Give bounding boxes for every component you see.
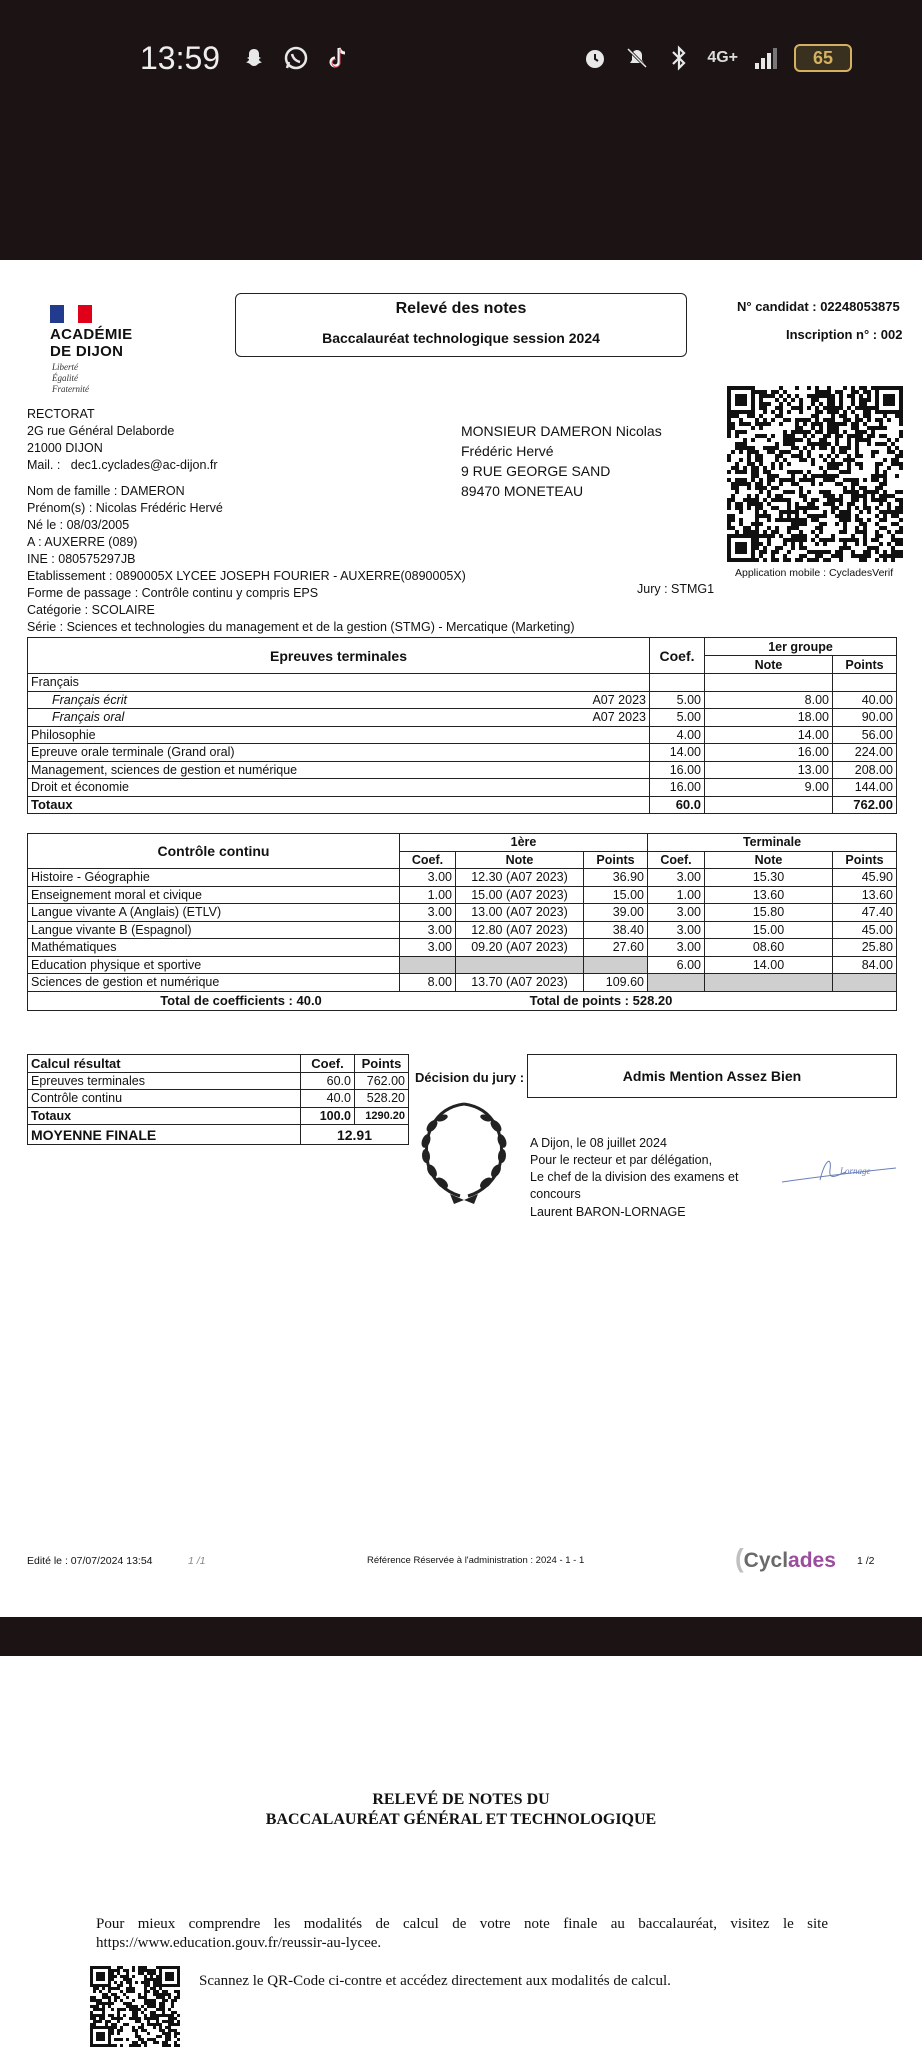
terminal-note-cell: 18.00 bbox=[705, 709, 833, 727]
recipient-city: 89470 MONETEAU bbox=[461, 483, 584, 499]
terminal-note-cell: 13.00 bbox=[705, 761, 833, 779]
cc-points2-header: Points bbox=[833, 851, 897, 869]
jury-decision-box bbox=[527, 1054, 897, 1098]
network-label: 4G+ bbox=[707, 49, 738, 66]
result-points-header: Points bbox=[355, 1055, 409, 1073]
republic-flag-icon bbox=[50, 305, 92, 323]
qr-code-icon bbox=[727, 386, 903, 562]
handwritten-signature bbox=[780, 1150, 900, 1190]
cc-row bbox=[28, 956, 897, 974]
cc-coef2-header: Coef. bbox=[648, 851, 705, 869]
terminal-coef-cell: 5.00 bbox=[650, 709, 705, 727]
candidate-school: Etablissement : 0890005X LYCEE JOSEPH FOURIER - AUXERRE(0890005X) bbox=[27, 569, 466, 583]
cc-c2-cell: 3.00 bbox=[648, 921, 705, 939]
terminal-coef-cell: 16.00 bbox=[650, 761, 705, 779]
cc-p1-cell bbox=[584, 956, 648, 974]
cc-final-year-header: Terminale bbox=[648, 834, 897, 852]
cc-label-cell: Enseignement moral et civique bbox=[28, 886, 400, 904]
snapchat-icon bbox=[240, 44, 268, 72]
cc-c1-cell: 3.00 bbox=[400, 939, 456, 957]
candidate-number: N° candidat : 02248053875 bbox=[737, 299, 900, 314]
cc-c2-cell bbox=[648, 974, 705, 992]
cc-p2-cell: 13.60 bbox=[833, 886, 897, 904]
cc-p1-cell: 39.00 bbox=[584, 904, 648, 922]
terminal-session-cell bbox=[530, 726, 650, 744]
jury-decision-value: Admis Mention Assez Bien bbox=[622, 1068, 802, 1084]
candidate-firstnames: Prénom(s) : Nicolas Frédéric Hervé bbox=[27, 501, 223, 515]
cc-row bbox=[28, 869, 897, 887]
terminal-label-cell: Philosophie bbox=[28, 726, 530, 744]
cc-p1-cell: 27.60 bbox=[584, 939, 648, 957]
terminal-session-cell: A07 2023 bbox=[530, 691, 650, 709]
sender-org: RECTORAT bbox=[27, 407, 95, 421]
candidate-ine: INE : 080575297JB bbox=[27, 552, 136, 566]
signature-block bbox=[530, 1135, 738, 1221]
result-coef-header: Coef. bbox=[301, 1055, 355, 1073]
terminal-label-cell: Epreuve orale terminale (Grand oral) bbox=[28, 744, 530, 762]
terminal-row bbox=[28, 709, 897, 727]
cc-c1-cell: 8.00 bbox=[400, 974, 456, 992]
cc-points1-header: Points bbox=[584, 851, 648, 869]
result-points-cell: 528.20 bbox=[355, 1090, 409, 1108]
cc-row bbox=[28, 886, 897, 904]
sender-street: 2G rue Général Delaborde bbox=[27, 424, 175, 438]
info-page bbox=[0, 1656, 922, 2048]
result-label-cell: Contrôle continu bbox=[28, 1090, 301, 1108]
footer-page-of: 1 /2 bbox=[857, 1555, 875, 1567]
terminal-row bbox=[28, 779, 897, 797]
cc-label-cell: Histoire - Géographie bbox=[28, 869, 400, 887]
cc-p2-cell: 84.00 bbox=[833, 956, 897, 974]
candidate-series: Série : Sciences et technologies du management et de la gestion (STMG) - Mercatique (Marketing) bbox=[27, 620, 575, 634]
cc-c1-cell: 1.00 bbox=[400, 886, 456, 904]
cc-c1-cell bbox=[400, 956, 456, 974]
cc-n1-cell: 09.20 (A07 2023) bbox=[456, 939, 584, 957]
terminal-coef-cell bbox=[650, 674, 705, 692]
document-title: Relevé des notes bbox=[395, 300, 527, 317]
cc-p1-cell: 36.90 bbox=[584, 869, 648, 887]
terminal-points-cell bbox=[833, 674, 897, 692]
terminal-note-cell: 9.00 bbox=[705, 779, 833, 797]
cc-header: Contrôle continu bbox=[28, 834, 400, 869]
cc-n2-cell: 08.60 bbox=[705, 939, 833, 957]
recipient-name: MONSIEUR DAMERON Nicolas bbox=[461, 423, 662, 439]
info-scan-text: Scannez le QR-Code ci-contre et accédez directement aux modalités de calcul. bbox=[199, 1973, 671, 1989]
terminal-session-cell bbox=[530, 761, 650, 779]
terminal-points-cell: 40.00 bbox=[833, 691, 897, 709]
terminal-totals-points: 762.00 bbox=[833, 796, 897, 814]
signature-place-date: A Dijon, le 08 juillet 2024 bbox=[530, 1136, 667, 1150]
cc-c1-cell: 3.00 bbox=[400, 904, 456, 922]
terminal-note-cell: 16.00 bbox=[705, 744, 833, 762]
signature-line4: concours bbox=[530, 1187, 581, 1201]
footer-reference: Référence Réservée à l'administration : 2024 - 1 - 1 bbox=[367, 1555, 585, 1566]
signature-line2: Pour le recteur et par délégation, bbox=[530, 1153, 713, 1167]
info-paragraph: Pour mieux comprendre les modalités de calcul de votre note finale au baccalauréat, visitez le site https://www.education.gouv.fr/reussir-au-lycee. bbox=[96, 1916, 828, 1951]
result-label-cell: Epreuves terminales bbox=[28, 1072, 301, 1090]
terminal-label-cell: Français bbox=[28, 674, 530, 692]
continuous-assessment-table bbox=[27, 833, 897, 1011]
sender-mail: Mail. : dec1.cyclades@ac-dijon.fr bbox=[27, 458, 218, 472]
grade-report-page bbox=[0, 260, 922, 1617]
terminal-points-cell: 144.00 bbox=[833, 779, 897, 797]
motto-fraternite: Fraternité bbox=[52, 384, 89, 394]
terminal-note-cell: 14.00 bbox=[705, 726, 833, 744]
status-time: 13:59 bbox=[140, 40, 221, 76]
terminal-label-cell: Français oral bbox=[28, 709, 530, 727]
result-totals-label: Totaux bbox=[28, 1107, 301, 1125]
motto-liberte: Liberté bbox=[52, 362, 78, 372]
cc-c2-cell: 3.00 bbox=[648, 939, 705, 957]
cc-n1-cell: 15.00 (A07 2023) bbox=[456, 886, 584, 904]
document-subtitle: Baccalauréat technologique session 2024 bbox=[322, 330, 600, 346]
candidate-category: Catégorie : SCOLAIRE bbox=[27, 603, 155, 617]
cc-p2-cell: 45.90 bbox=[833, 869, 897, 887]
terminal-header: Epreuves terminales bbox=[28, 638, 650, 674]
terminal-row bbox=[28, 761, 897, 779]
cc-note2-header: Note bbox=[705, 851, 833, 869]
cc-n1-cell: 13.00 (A07 2023) bbox=[456, 904, 584, 922]
result-totals-coef: 100.0 bbox=[301, 1107, 355, 1125]
cc-p1-cell: 15.00 bbox=[584, 886, 648, 904]
mute-icon bbox=[623, 44, 651, 72]
terminal-points-cell: 56.00 bbox=[833, 726, 897, 744]
system-icons bbox=[581, 44, 852, 72]
cc-total-points: Total de points : 528.20 bbox=[529, 993, 673, 1008]
alarm-icon bbox=[581, 44, 609, 72]
terminal-label-cell: Français écrit bbox=[28, 691, 530, 709]
result-points-cell: 762.00 bbox=[355, 1072, 409, 1090]
cc-totals-row bbox=[28, 991, 897, 1010]
terminal-totals-coef: 60.0 bbox=[650, 796, 705, 814]
terminal-session-cell bbox=[530, 744, 650, 762]
candidate-birthdate: Né le : 08/03/2005 bbox=[27, 518, 130, 532]
cc-n2-cell: 15.80 bbox=[705, 904, 833, 922]
terminal-session-cell bbox=[530, 674, 650, 692]
recipient-street: 9 RUE GEORGE SAND bbox=[461, 463, 611, 479]
terminal-totals-label: Totaux bbox=[28, 796, 650, 814]
cc-coef1-header: Coef. bbox=[400, 851, 456, 869]
cc-p1-cell: 38.40 bbox=[584, 921, 648, 939]
app-caption: Application mobile : CycladesVerif bbox=[735, 567, 894, 579]
candidate-lastname: Nom de famille : DAMERON bbox=[27, 484, 185, 498]
result-coef-cell: 40.0 bbox=[301, 1090, 355, 1108]
cc-label-cell: Langue vivante A (Anglais) (ETLV) bbox=[28, 904, 400, 922]
cc-p2-cell: 25.80 bbox=[833, 939, 897, 957]
terminal-coef-cell: 4.00 bbox=[650, 726, 705, 744]
footer-edited: Edité le : 07/07/2024 13:54 bbox=[27, 1555, 153, 1567]
terminal-note-cell: 8.00 bbox=[705, 691, 833, 709]
whatsapp-icon bbox=[282, 44, 310, 72]
result-row bbox=[28, 1090, 409, 1108]
cc-n2-cell: 15.30 bbox=[705, 869, 833, 887]
result-row bbox=[28, 1072, 409, 1090]
cc-p2-cell: 47.40 bbox=[833, 904, 897, 922]
cc-p2-cell bbox=[833, 974, 897, 992]
points-header: Points bbox=[833, 656, 897, 674]
page-separator bbox=[0, 1617, 922, 1656]
terminal-row bbox=[28, 726, 897, 744]
cc-row bbox=[28, 974, 897, 992]
terminal-points-cell: 224.00 bbox=[833, 744, 897, 762]
sender-block bbox=[27, 406, 218, 474]
signal-icon bbox=[752, 44, 780, 72]
group-header: 1er groupe bbox=[705, 638, 897, 656]
academy-line2: DE DIJON bbox=[50, 343, 124, 360]
cc-n2-cell: 13.60 bbox=[705, 886, 833, 904]
notification-icons bbox=[240, 44, 352, 72]
terminal-coef-cell: 16.00 bbox=[650, 779, 705, 797]
cc-p2-cell: 45.00 bbox=[833, 921, 897, 939]
result-coef-cell: 60.0 bbox=[301, 1072, 355, 1090]
terminal-note-cell bbox=[705, 674, 833, 692]
cc-c1-cell: 3.00 bbox=[400, 869, 456, 887]
cc-n1-cell: 13.70 (A07 2023) bbox=[456, 974, 584, 992]
cc-p1-cell: 109.60 bbox=[584, 974, 648, 992]
terminal-coef-header: Coef. bbox=[650, 638, 705, 674]
terminal-points-cell: 90.00 bbox=[833, 709, 897, 727]
cc-c2-cell: 1.00 bbox=[648, 886, 705, 904]
status-bar bbox=[0, 0, 922, 260]
bluetooth-icon bbox=[665, 44, 693, 72]
result-table bbox=[27, 1054, 409, 1145]
cc-label-cell: Sciences de gestion et numérique bbox=[28, 974, 400, 992]
cc-c1-cell: 3.00 bbox=[400, 921, 456, 939]
terminal-session-cell: A07 2023 bbox=[530, 709, 650, 727]
cc-row bbox=[28, 921, 897, 939]
note-header: Note bbox=[705, 656, 833, 674]
cc-label-cell: Education physique et sportive bbox=[28, 956, 400, 974]
cyclades-logo: (Cyclades bbox=[735, 1543, 836, 1573]
cc-n2-cell bbox=[705, 974, 833, 992]
cc-row bbox=[28, 904, 897, 922]
terminal-coef-cell: 14.00 bbox=[650, 744, 705, 762]
cc-row bbox=[28, 939, 897, 957]
motto bbox=[52, 362, 89, 395]
cc-label-cell: Mathématiques bbox=[28, 939, 400, 957]
cc-n1-cell: 12.30 (A07 2023) bbox=[456, 869, 584, 887]
terminal-label-cell: Droit et économie bbox=[28, 779, 530, 797]
final-average-value: 12.91 bbox=[301, 1125, 409, 1145]
result-header: Calcul résultat bbox=[28, 1055, 301, 1073]
sender-city: 21000 DIJON bbox=[27, 441, 103, 455]
battery-icon: 65 bbox=[794, 44, 852, 72]
signature-line3: Le chef de la division des examens et bbox=[530, 1170, 739, 1184]
laurel-wreath-icon bbox=[414, 1096, 514, 1206]
terminal-exams-table bbox=[27, 637, 897, 814]
info-qr-code-icon bbox=[90, 1966, 182, 2048]
recipient-name2: Frédéric Hervé bbox=[461, 443, 554, 459]
jury-label: Jury : STMG1 bbox=[637, 582, 715, 596]
terminal-session-cell bbox=[530, 779, 650, 797]
candidate-info bbox=[27, 483, 574, 636]
cc-total-coef: Total de coefficients : 40.0 bbox=[160, 993, 322, 1008]
terminal-row bbox=[28, 744, 897, 762]
cc-note1-header: Note bbox=[456, 851, 584, 869]
academy-line1: ACADÉMIE bbox=[50, 326, 133, 343]
cc-n2-cell: 15.00 bbox=[705, 921, 833, 939]
inscription-number: Inscription n° : 002 bbox=[786, 327, 903, 342]
terminal-label-cell: Management, sciences de gestion et numérique bbox=[28, 761, 530, 779]
terminal-coef-cell: 5.00 bbox=[650, 691, 705, 709]
cc-c2-cell: 3.00 bbox=[648, 869, 705, 887]
tiktok-icon bbox=[324, 44, 352, 72]
cc-n1-cell bbox=[456, 956, 584, 974]
cc-first-year-header: 1ère bbox=[400, 834, 648, 852]
motto-egalite: Égalité bbox=[52, 373, 78, 383]
info-title-line1: RELEVÉ DE NOTES DU bbox=[372, 1791, 550, 1808]
title-box bbox=[235, 293, 687, 357]
cc-label-cell: Langue vivante B (Espagnol) bbox=[28, 921, 400, 939]
svg-text:Lornage: Lornage bbox=[840, 1166, 871, 1176]
jury-decision-label: Décision du jury : bbox=[415, 1070, 525, 1085]
terminal-points-cell: 208.00 bbox=[833, 761, 897, 779]
cc-n1-cell: 12.80 (A07 2023) bbox=[456, 921, 584, 939]
candidate-birthplace: A : AUXERRE (089) bbox=[27, 535, 138, 549]
signatory-name: Laurent BARON-LORNAGE bbox=[530, 1205, 686, 1219]
result-totals-points: 1290.20 bbox=[355, 1107, 409, 1125]
terminal-row bbox=[28, 691, 897, 709]
cc-c2-cell: 3.00 bbox=[648, 904, 705, 922]
info-title-line2: BACCALAURÉAT GÉNÉRAL ET TECHNOLOGIQUE bbox=[265, 1811, 657, 1828]
candidate-mode: Forme de passage : Contrôle continu y compris EPS bbox=[27, 586, 319, 600]
terminal-row bbox=[28, 674, 897, 692]
academy-logo bbox=[50, 326, 132, 360]
cc-c2-cell: 6.00 bbox=[648, 956, 705, 974]
footer-pages: 1 /1 bbox=[188, 1555, 206, 1567]
final-average-label: MOYENNE FINALE bbox=[28, 1125, 301, 1145]
cc-n2-cell: 14.00 bbox=[705, 956, 833, 974]
